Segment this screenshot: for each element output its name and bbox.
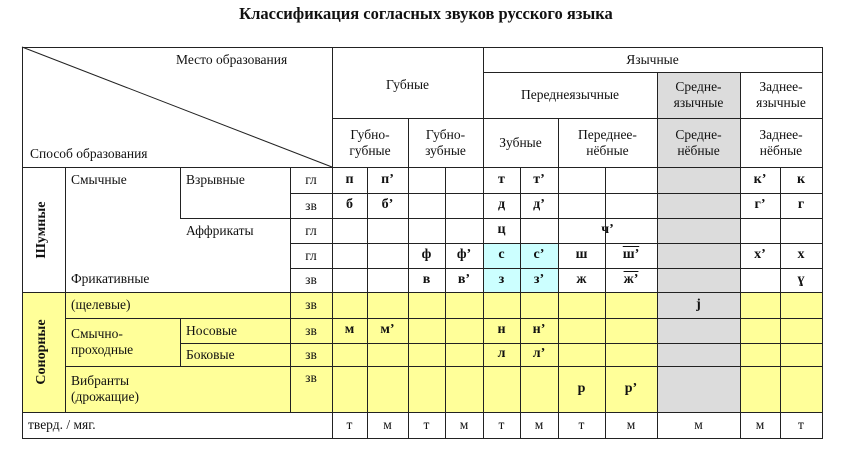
footer-hardness-value: м <box>534 417 544 433</box>
voicing-label-voiceless: гл <box>305 247 317 263</box>
consonant-cell: б’ <box>381 197 394 213</box>
row-label-stop-continuant: Смычно- проходные <box>71 326 134 357</box>
consonant-cell: п’ <box>381 171 394 187</box>
header-middle-palatal: Средне- нёбные <box>675 126 722 158</box>
row-label-slit: (щелевые) <box>71 297 131 313</box>
consonant-cell: в’ <box>457 271 471 287</box>
consonant-cell: н <box>497 322 506 338</box>
header-back-palatal: Заднее- нёбные <box>759 126 803 158</box>
consonant-cell: к’ <box>753 171 767 187</box>
group-label-sonorant: Сонорные <box>33 319 49 385</box>
consonant-cell: х <box>797 247 805 263</box>
consonant-cell: л’ <box>532 346 546 362</box>
consonant-cell: р’ <box>624 380 638 396</box>
row-label-plosives: Взрывные <box>186 172 245 188</box>
footer-hardness-value: м <box>755 417 765 433</box>
footer-label: тверд. / мяг. <box>28 417 96 433</box>
consonant-cell: т’ <box>533 171 545 187</box>
header-place-of-formation: Место образования <box>176 51 288 67</box>
header-labial: Губные <box>385 76 430 92</box>
consonant-cell: j <box>696 296 701 312</box>
consonant-cell: д <box>497 197 506 213</box>
consonant-cell: ж’ <box>623 271 639 287</box>
consonant-cell: с’ <box>533 247 545 263</box>
header-middle-lingual: Средне- язычные <box>673 79 724 110</box>
voicing-label-voiced: зв <box>305 297 317 313</box>
footer-hardness-value: т <box>498 417 505 433</box>
consonant-cell: т <box>498 171 505 187</box>
footer-hardness-value: м <box>459 417 469 433</box>
consonant-cell: г’ <box>754 197 766 213</box>
consonant-cell: ф’ <box>456 247 472 263</box>
consonant-cell: з’ <box>533 271 545 287</box>
consonant-cell: р <box>577 380 586 396</box>
consonant-cell: м’ <box>380 322 395 338</box>
consonant-cell: в <box>422 271 431 287</box>
footer-hardness-value: м <box>694 417 703 433</box>
consonant-cell: ɣ <box>797 271 805 287</box>
row-label-lateral: Боковые <box>186 346 235 362</box>
consonant-cell: ж <box>576 271 587 287</box>
voicing-label-voiceless: гл <box>305 222 317 238</box>
consonant-cell: г <box>797 197 805 213</box>
row-label-affricates: Аффрикаты <box>186 222 254 238</box>
voicing-label-voiced: зв <box>305 272 317 288</box>
consonant-cell: ф <box>421 247 432 263</box>
voicing-label-voiced: зв <box>305 322 317 338</box>
consonant-cell: ш’ <box>622 247 640 263</box>
footer-hardness-value: т <box>798 417 804 433</box>
row-label-vibrants: Вибранты (дрожащие) <box>71 373 139 404</box>
consonant-cell: б <box>346 197 353 213</box>
header-manner-of-formation: Способ образования <box>30 146 148 162</box>
consonant-cell: с <box>498 247 505 263</box>
consonant-cell: м <box>344 322 355 338</box>
header-bilabial: Губно- губные <box>349 126 391 158</box>
footer-hardness-value: м <box>626 417 636 433</box>
voicing-label-voiced: зв <box>305 197 317 213</box>
consonant-cell: д’ <box>533 197 545 213</box>
footer-hardness-value: т <box>346 417 353 433</box>
consonant-cell: ш <box>575 247 588 263</box>
header-lingual: Язычные <box>626 51 679 67</box>
consonant-cell: л <box>497 346 506 362</box>
row-label-fricatives: Фрикативные <box>71 271 150 287</box>
voicing-label-voiced: зв <box>305 370 317 386</box>
header-front-palatal: Переднее- нёбные <box>578 126 637 158</box>
consonant-cell: з <box>498 271 505 287</box>
consonant-cell: к <box>796 171 806 187</box>
header-dental: Зубные <box>499 134 542 150</box>
row-label-stops: Смычные <box>71 172 127 188</box>
footer-hardness-value: м <box>383 417 392 433</box>
consonant-cell: ц <box>497 222 506 238</box>
header-front-lingual: Переднеязычные <box>520 87 620 103</box>
page-title: Классификация согласных звуков русского языка <box>239 4 613 23</box>
voicing-label-voiceless: гл <box>305 172 317 188</box>
header-back-lingual: Заднее- язычные <box>756 79 806 110</box>
consonant-cell: х’ <box>754 247 766 263</box>
voicing-label-voiced: зв <box>305 346 317 362</box>
consonant-cell: п <box>345 171 354 187</box>
row-label-nasal: Носовые <box>186 322 238 338</box>
footer-hardness-value: т <box>423 417 430 433</box>
footer-hardness-value: т <box>578 417 585 433</box>
group-label-noisy: Шумные <box>33 201 49 258</box>
header-labiodental: Губно- зубные <box>425 126 466 158</box>
consonant-cell: ч’ <box>601 222 614 238</box>
consonant-cell: н’ <box>532 322 546 338</box>
